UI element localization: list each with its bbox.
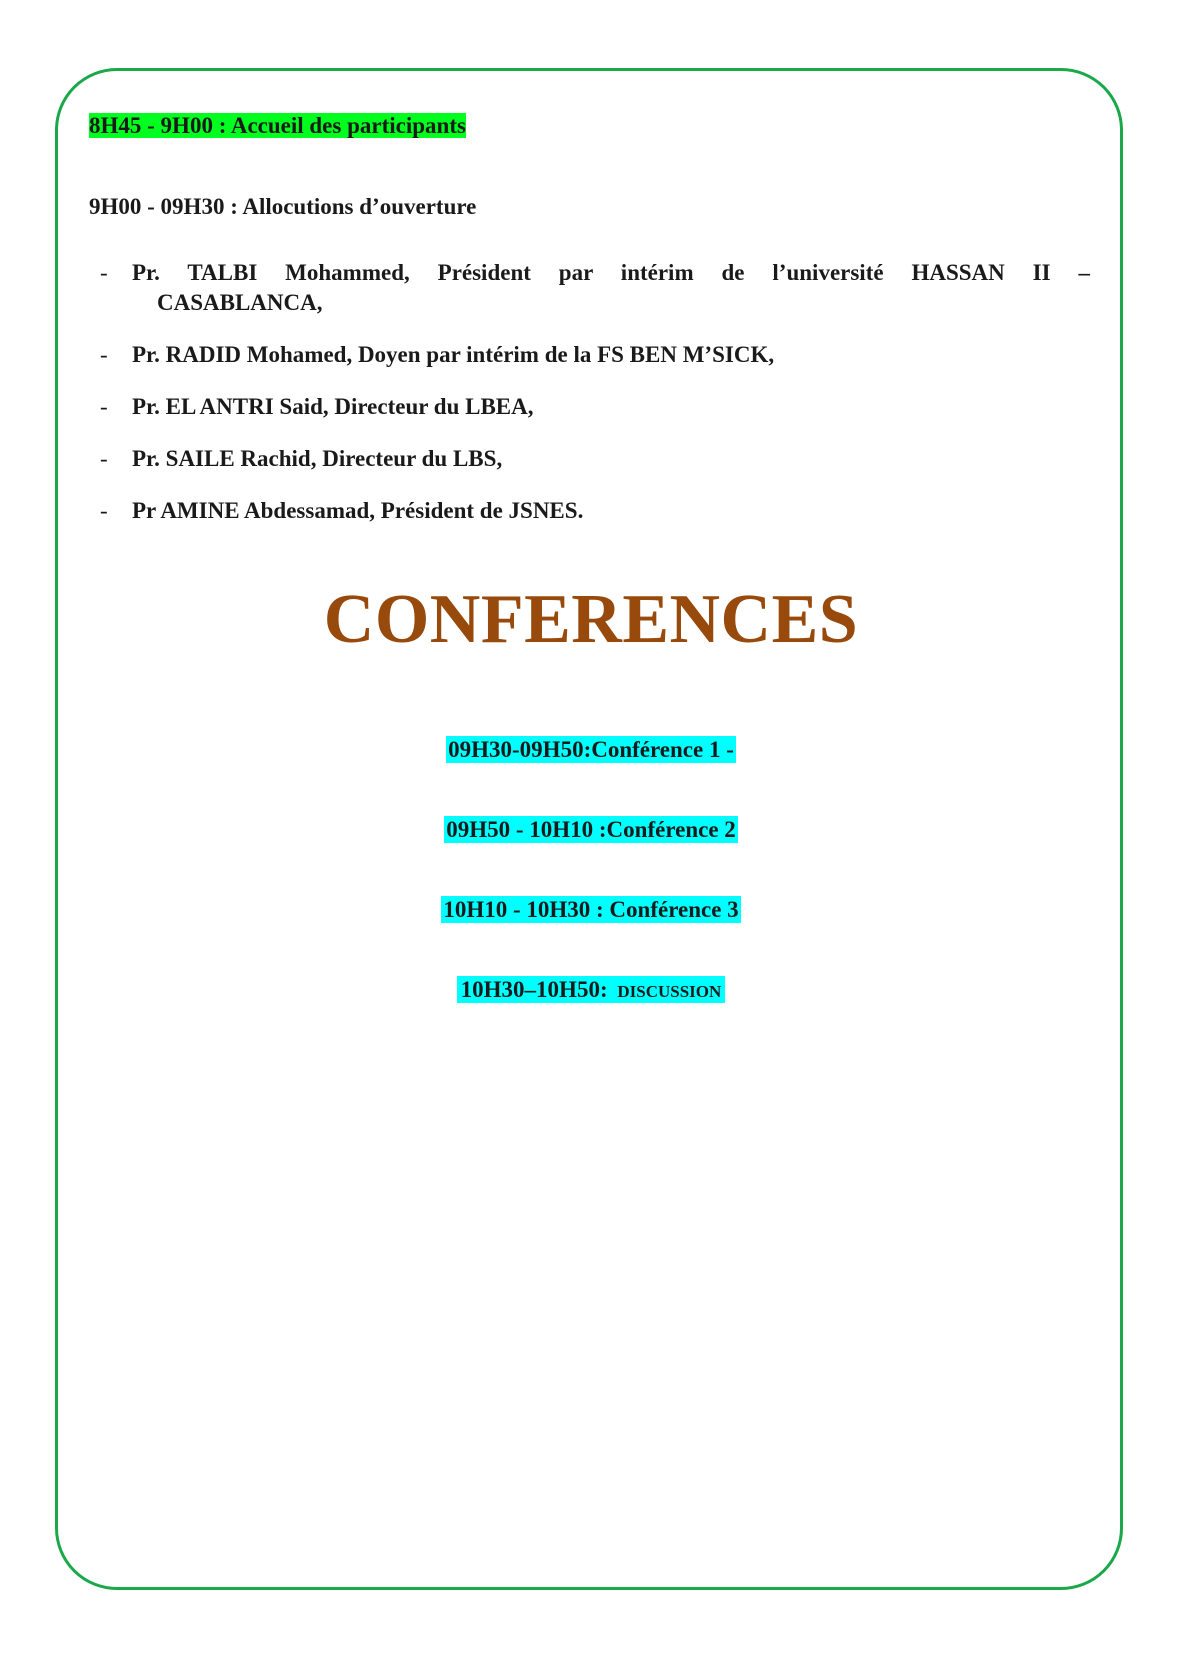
bullet-dash: - [100,342,108,367]
speaker-item [100,340,1090,370]
session-text: 09H30-09H50:Conférence 1 - [448,737,734,762]
speaker-text: Pr. TALBI Mohammed, Président par intérim de l’université HASSAN II – [132,260,1090,285]
session-time: 10H30–10H50: [460,977,614,1002]
session-list [0,735,1182,1004]
session-item [0,735,1182,764]
speaker-item [100,496,1090,526]
opening-line: 9H00 - 09H30 : Allocutions d’ouverture [89,194,477,219]
speaker-text: Pr. EL ANTRI Said, Directeur du LBEA, [132,394,534,419]
speaker-item [100,392,1090,422]
speaker-text: Pr. SAILE Rachid, Directeur du LBS, [132,446,503,471]
speaker-text: Pr AMINE Abdessamad, Président de JSNES. [132,498,584,523]
speaker-text-continued: CASABLANCA, [157,290,323,315]
session-text: 09H50 - 10H10 :Conférence 2 [446,817,736,842]
session-item [0,815,1182,844]
session-item [0,895,1182,924]
session-text: 10H10 - 10H30 : Conférence 3 [443,897,739,922]
session-label: DISCUSSION [617,982,722,1001]
speaker-list [100,258,1090,526]
speaker-text: Pr. RADID Mohamed, Doyen par intérim de la FS BEN M’SICK, [132,342,775,367]
bullet-dash: - [100,498,108,523]
welcome-line [89,113,466,139]
bullet-dash: - [100,394,108,419]
session-discussion [457,976,726,1003]
speaker-item [100,258,1090,318]
bullet-dash: - [100,260,108,285]
bullet-dash: - [100,446,108,471]
speaker-item [100,444,1090,474]
session-item [0,975,1182,1004]
welcome-text: 8H45 - 9H00 : Accueil des participants [89,113,466,138]
conferences-heading: CONFERENCES [323,581,859,658]
